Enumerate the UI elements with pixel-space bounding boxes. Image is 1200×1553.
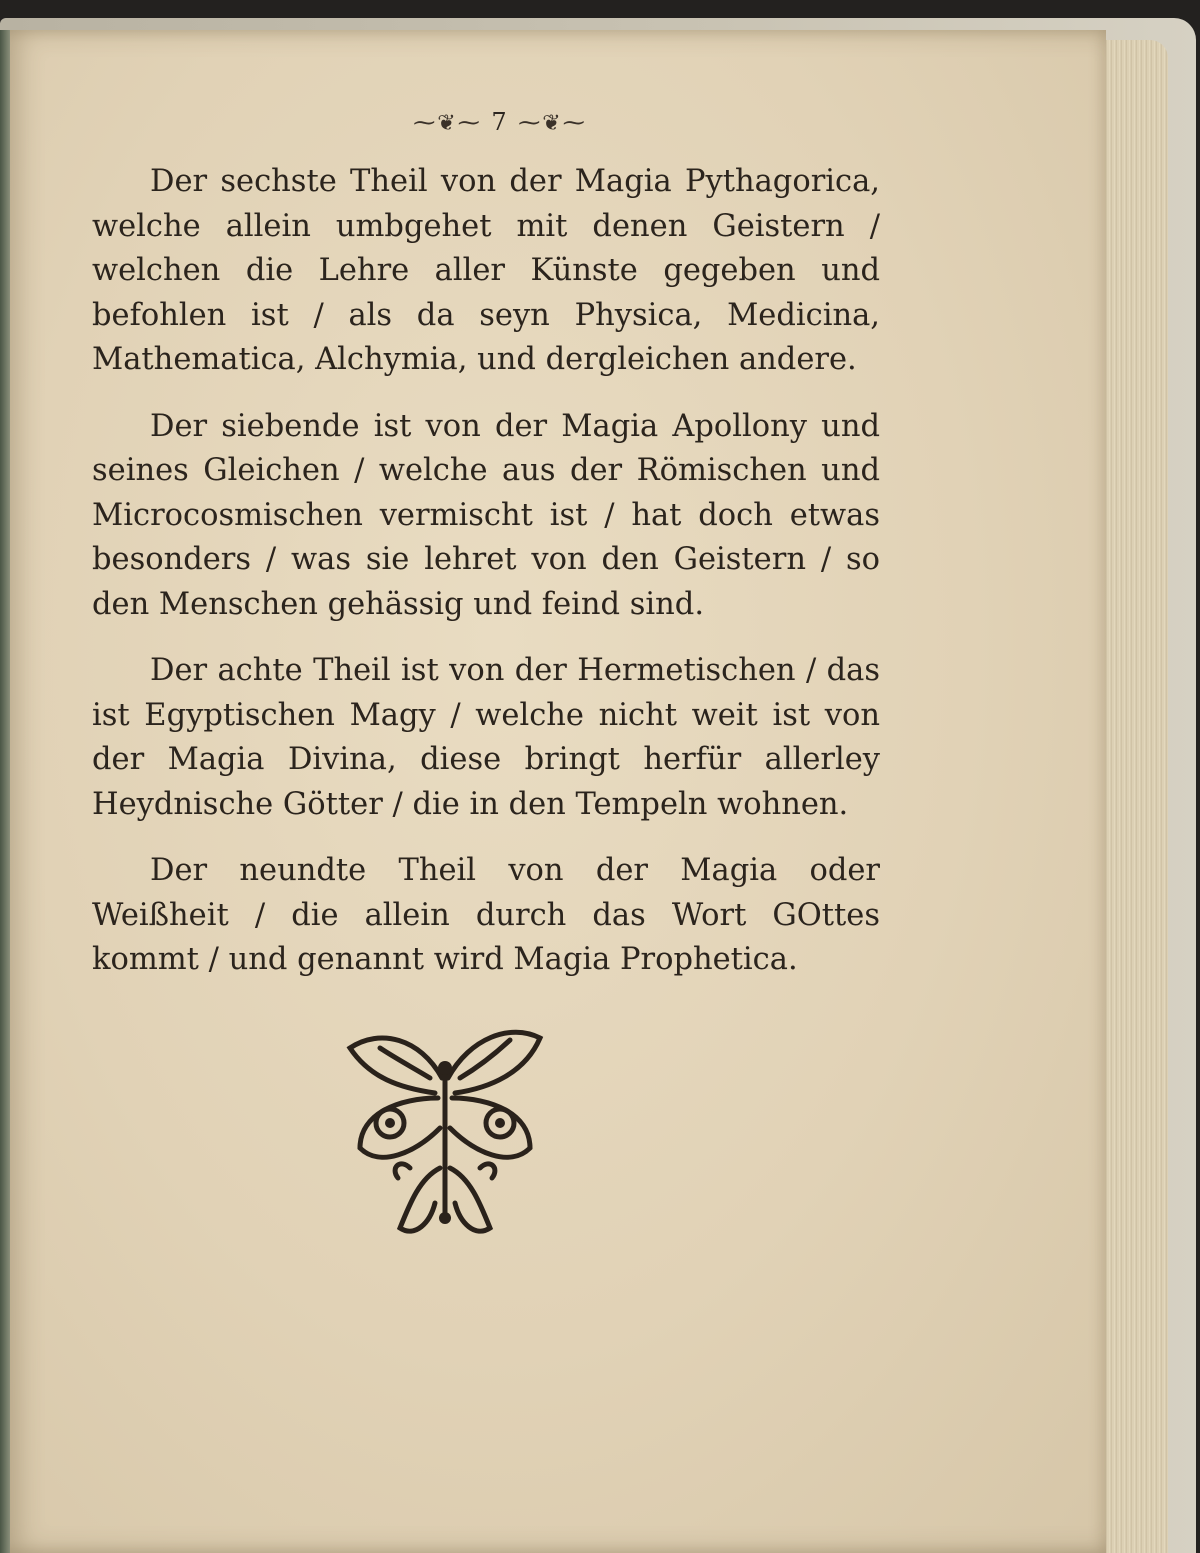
body-text — [92, 160, 880, 1005]
butterfly-ornament-icon — [340, 1018, 550, 1250]
page-edges — [1098, 40, 1168, 1553]
header-left-ornament: ⁓❦⁓ — [413, 111, 482, 136]
paragraph-2: Der siebende ist von der Magia Apollony und seines Gleichen / welche aus der Römischen und Microcosmischen vermischt ist / hat doch etwas besonders / was sie lehret von den Geistern / so den Menschen gehässig und feind sind. — [92, 408, 880, 622]
paragraph-4: Der neundte Theil von der Magia oder Weißheit / die allein durch das Wort GOttes kommt / und genannt wird Magia Prophetica. — [92, 853, 880, 977]
spine-ribbon — [0, 30, 10, 1553]
page-number: 7 — [491, 108, 509, 136]
header-right-ornament: ⁓❦⁓ — [518, 111, 587, 136]
paragraph-1: Der sechste Theil von der Magia Pythagorica, welche allein umbgehet mit denen Geistern / welchen die Lehre aller Künste gegeben und befohlen ist / als da seyn Physica, Medicina, Mathematica, Alchymia, und dergleichen andere. — [92, 164, 880, 377]
paragraph-3: Der achte Theil ist von der Hermetischen / das ist Egyptischen Magy / welche nicht weit ist von der Magia Divina, diese bringt herfür allerley Heydnische Götter / die in den Tempeln wohnen. — [92, 653, 880, 822]
page-header — [0, 108, 1000, 136]
